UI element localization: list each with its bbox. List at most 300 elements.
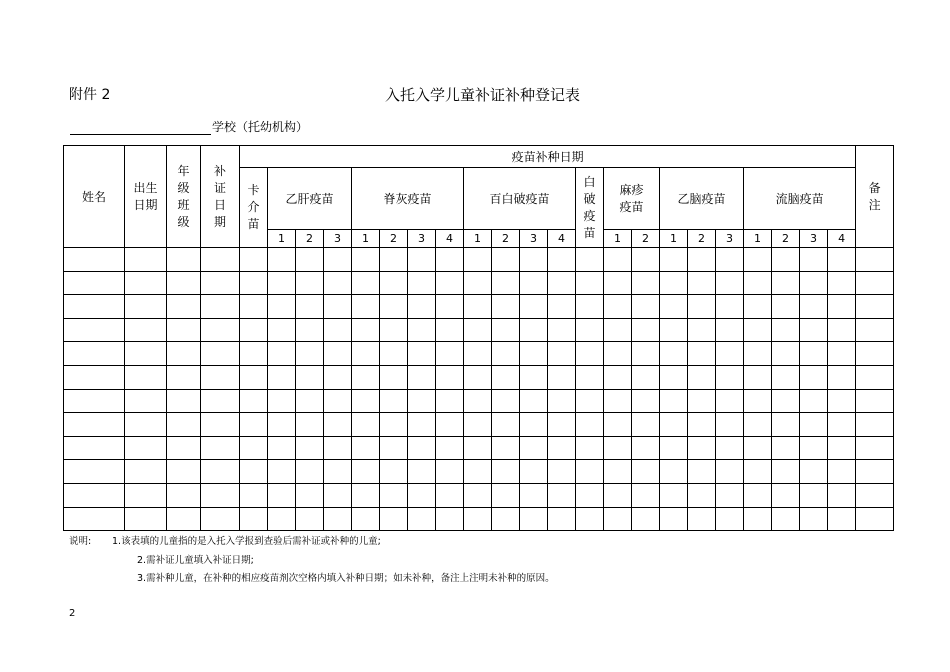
- entry-cell[interactable]: [548, 248, 576, 272]
- entry-cell[interactable]: [604, 342, 632, 366]
- entry-cell[interactable]: [408, 483, 436, 507]
- entry-cell[interactable]: [576, 436, 604, 460]
- entry-cell[interactable]: [772, 318, 800, 342]
- entry-cell[interactable]: [125, 436, 167, 460]
- entry-cell[interactable]: [520, 507, 548, 531]
- entry-cell[interactable]: [64, 342, 125, 366]
- entry-cell[interactable]: [436, 389, 464, 413]
- entry-cell[interactable]: [492, 413, 520, 437]
- entry-cell[interactable]: [125, 389, 167, 413]
- entry-cell[interactable]: [436, 460, 464, 484]
- entry-cell[interactable]: [167, 248, 201, 272]
- entry-cell[interactable]: [268, 507, 296, 531]
- entry-cell[interactable]: [604, 365, 632, 389]
- entry-cell[interactable]: [464, 436, 492, 460]
- entry-cell[interactable]: [744, 318, 772, 342]
- entry-cell[interactable]: [548, 365, 576, 389]
- entry-cell[interactable]: [744, 483, 772, 507]
- entry-cell[interactable]: [125, 318, 167, 342]
- entry-cell[interactable]: [716, 318, 744, 342]
- entry-cell[interactable]: [716, 483, 744, 507]
- entry-cell[interactable]: [125, 271, 167, 295]
- entry-cell[interactable]: [800, 507, 828, 531]
- entry-cell[interactable]: [324, 507, 352, 531]
- entry-cell[interactable]: [64, 365, 125, 389]
- entry-cell[interactable]: [201, 507, 240, 531]
- entry-cell[interactable]: [548, 318, 576, 342]
- entry-cell[interactable]: [464, 295, 492, 319]
- entry-cell[interactable]: [324, 248, 352, 272]
- entry-cell[interactable]: [660, 318, 688, 342]
- entry-cell[interactable]: [548, 389, 576, 413]
- entry-cell[interactable]: [828, 365, 856, 389]
- entry-cell[interactable]: [125, 413, 167, 437]
- entry-cell[interactable]: [492, 248, 520, 272]
- entry-cell[interactable]: [660, 483, 688, 507]
- entry-cell[interactable]: [856, 507, 894, 531]
- entry-cell[interactable]: [828, 460, 856, 484]
- entry-cell[interactable]: [268, 248, 296, 272]
- entry-cell[interactable]: [520, 436, 548, 460]
- entry-cell[interactable]: [744, 460, 772, 484]
- entry-cell[interactable]: [324, 271, 352, 295]
- entry-cell[interactable]: [464, 248, 492, 272]
- entry-cell[interactable]: [660, 436, 688, 460]
- entry-cell[interactable]: [744, 436, 772, 460]
- entry-cell[interactable]: [660, 507, 688, 531]
- entry-cell[interactable]: [492, 436, 520, 460]
- entry-cell[interactable]: [604, 271, 632, 295]
- entry-cell[interactable]: [201, 413, 240, 437]
- entry-cell[interactable]: [64, 460, 125, 484]
- entry-cell[interactable]: [492, 295, 520, 319]
- entry-cell[interactable]: [800, 342, 828, 366]
- entry-cell[interactable]: [520, 389, 548, 413]
- entry-cell[interactable]: [380, 248, 408, 272]
- entry-cell[interactable]: [436, 342, 464, 366]
- entry-cell[interactable]: [492, 483, 520, 507]
- entry-cell[interactable]: [240, 271, 268, 295]
- entry-cell[interactable]: [64, 413, 125, 437]
- entry-cell[interactable]: [772, 460, 800, 484]
- entry-cell[interactable]: [324, 342, 352, 366]
- entry-cell[interactable]: [125, 460, 167, 484]
- entry-cell[interactable]: [296, 483, 324, 507]
- entry-cell[interactable]: [856, 365, 894, 389]
- entry-cell[interactable]: [201, 483, 240, 507]
- entry-cell[interactable]: [716, 295, 744, 319]
- entry-cell[interactable]: [167, 318, 201, 342]
- entry-cell[interactable]: [64, 295, 125, 319]
- entry-cell[interactable]: [64, 248, 125, 272]
- entry-cell[interactable]: [268, 483, 296, 507]
- entry-cell[interactable]: [688, 436, 716, 460]
- entry-cell[interactable]: [201, 460, 240, 484]
- entry-cell[interactable]: [800, 436, 828, 460]
- entry-cell[interactable]: [828, 248, 856, 272]
- entry-cell[interactable]: [268, 365, 296, 389]
- entry-cell[interactable]: [632, 318, 660, 342]
- entry-cell[interactable]: [64, 483, 125, 507]
- entry-cell[interactable]: [520, 248, 548, 272]
- entry-cell[interactable]: [464, 389, 492, 413]
- entry-cell[interactable]: [408, 318, 436, 342]
- entry-cell[interactable]: [324, 318, 352, 342]
- entry-cell[interactable]: [632, 436, 660, 460]
- entry-cell[interactable]: [352, 271, 380, 295]
- entry-cell[interactable]: [240, 460, 268, 484]
- entry-cell[interactable]: [380, 507, 408, 531]
- entry-cell[interactable]: [268, 389, 296, 413]
- entry-cell[interactable]: [716, 507, 744, 531]
- entry-cell[interactable]: [604, 460, 632, 484]
- entry-cell[interactable]: [800, 248, 828, 272]
- entry-cell[interactable]: [464, 365, 492, 389]
- entry-cell[interactable]: [240, 342, 268, 366]
- entry-cell[interactable]: [660, 295, 688, 319]
- entry-cell[interactable]: [632, 295, 660, 319]
- entry-cell[interactable]: [436, 248, 464, 272]
- entry-cell[interactable]: [268, 342, 296, 366]
- entry-cell[interactable]: [828, 342, 856, 366]
- entry-cell[interactable]: [548, 436, 576, 460]
- entry-cell[interactable]: [632, 389, 660, 413]
- entry-cell[interactable]: [408, 271, 436, 295]
- entry-cell[interactable]: [408, 460, 436, 484]
- entry-cell[interactable]: [240, 436, 268, 460]
- entry-cell[interactable]: [548, 413, 576, 437]
- entry-cell[interactable]: [772, 271, 800, 295]
- entry-cell[interactable]: [436, 295, 464, 319]
- entry-cell[interactable]: [296, 248, 324, 272]
- entry-cell[interactable]: [352, 483, 380, 507]
- entry-cell[interactable]: [660, 365, 688, 389]
- entry-cell[interactable]: [772, 389, 800, 413]
- entry-cell[interactable]: [744, 271, 772, 295]
- entry-cell[interactable]: [352, 389, 380, 413]
- entry-cell[interactable]: [548, 342, 576, 366]
- entry-cell[interactable]: [268, 295, 296, 319]
- entry-cell[interactable]: [856, 460, 894, 484]
- entry-cell[interactable]: [268, 271, 296, 295]
- entry-cell[interactable]: [576, 271, 604, 295]
- entry-cell[interactable]: [520, 483, 548, 507]
- entry-cell[interactable]: [201, 436, 240, 460]
- entry-cell[interactable]: [464, 271, 492, 295]
- entry-cell[interactable]: [632, 365, 660, 389]
- entry-cell[interactable]: [800, 460, 828, 484]
- entry-cell[interactable]: [772, 413, 800, 437]
- entry-cell[interactable]: [688, 295, 716, 319]
- entry-cell[interactable]: [716, 342, 744, 366]
- entry-cell[interactable]: [604, 483, 632, 507]
- entry-cell[interactable]: [436, 507, 464, 531]
- entry-cell[interactable]: [492, 507, 520, 531]
- entry-cell[interactable]: [240, 389, 268, 413]
- entry-cell[interactable]: [772, 248, 800, 272]
- entry-cell[interactable]: [772, 295, 800, 319]
- entry-cell[interactable]: [296, 271, 324, 295]
- entry-cell[interactable]: [324, 295, 352, 319]
- entry-cell[interactable]: [125, 507, 167, 531]
- entry-cell[interactable]: [716, 365, 744, 389]
- entry-cell[interactable]: [64, 507, 125, 531]
- entry-cell[interactable]: [296, 436, 324, 460]
- entry-cell[interactable]: [240, 483, 268, 507]
- entry-cell[interactable]: [688, 413, 716, 437]
- entry-cell[interactable]: [492, 318, 520, 342]
- entry-cell[interactable]: [828, 271, 856, 295]
- entry-cell[interactable]: [744, 295, 772, 319]
- entry-cell[interactable]: [856, 318, 894, 342]
- entry-cell[interactable]: [167, 436, 201, 460]
- entry-cell[interactable]: [632, 342, 660, 366]
- entry-cell[interactable]: [167, 460, 201, 484]
- entry-cell[interactable]: [380, 483, 408, 507]
- entry-cell[interactable]: [352, 460, 380, 484]
- entry-cell[interactable]: [125, 248, 167, 272]
- entry-cell[interactable]: [604, 318, 632, 342]
- entry-cell[interactable]: [296, 413, 324, 437]
- entry-cell[interactable]: [268, 436, 296, 460]
- entry-cell[interactable]: [772, 436, 800, 460]
- entry-cell[interactable]: [167, 295, 201, 319]
- entry-cell[interactable]: [772, 365, 800, 389]
- entry-cell[interactable]: [464, 413, 492, 437]
- entry-cell[interactable]: [800, 483, 828, 507]
- entry-cell[interactable]: [716, 248, 744, 272]
- entry-cell[interactable]: [408, 248, 436, 272]
- entry-cell[interactable]: [240, 248, 268, 272]
- entry-cell[interactable]: [436, 483, 464, 507]
- entry-cell[interactable]: [604, 413, 632, 437]
- entry-cell[interactable]: [520, 365, 548, 389]
- entry-cell[interactable]: [201, 342, 240, 366]
- entry-cell[interactable]: [296, 365, 324, 389]
- entry-cell[interactable]: [167, 342, 201, 366]
- entry-cell[interactable]: [240, 413, 268, 437]
- entry-cell[interactable]: [380, 342, 408, 366]
- entry-cell[interactable]: [125, 365, 167, 389]
- entry-cell[interactable]: [520, 413, 548, 437]
- entry-cell[interactable]: [352, 507, 380, 531]
- entry-cell[interactable]: [436, 365, 464, 389]
- entry-cell[interactable]: [856, 248, 894, 272]
- entry-cell[interactable]: [688, 271, 716, 295]
- entry-cell[interactable]: [380, 365, 408, 389]
- entry-cell[interactable]: [125, 295, 167, 319]
- entry-cell[interactable]: [520, 460, 548, 484]
- entry-cell[interactable]: [576, 389, 604, 413]
- entry-cell[interactable]: [604, 389, 632, 413]
- entry-cell[interactable]: [352, 295, 380, 319]
- entry-cell[interactable]: [268, 413, 296, 437]
- entry-cell[interactable]: [240, 295, 268, 319]
- entry-cell[interactable]: [408, 507, 436, 531]
- entry-cell[interactable]: [660, 460, 688, 484]
- entry-cell[interactable]: [201, 295, 240, 319]
- entry-cell[interactable]: [856, 483, 894, 507]
- entry-cell[interactable]: [324, 483, 352, 507]
- entry-cell[interactable]: [856, 436, 894, 460]
- entry-cell[interactable]: [436, 413, 464, 437]
- entry-cell[interactable]: [576, 248, 604, 272]
- entry-cell[interactable]: [201, 318, 240, 342]
- entry-cell[interactable]: [324, 389, 352, 413]
- entry-cell[interactable]: [632, 248, 660, 272]
- entry-cell[interactable]: [408, 342, 436, 366]
- entry-cell[interactable]: [492, 271, 520, 295]
- entry-cell[interactable]: [464, 483, 492, 507]
- entry-cell[interactable]: [296, 507, 324, 531]
- entry-cell[interactable]: [800, 318, 828, 342]
- entry-cell[interactable]: [520, 318, 548, 342]
- entry-cell[interactable]: [828, 318, 856, 342]
- entry-cell[interactable]: [408, 365, 436, 389]
- entry-cell[interactable]: [296, 342, 324, 366]
- entry-cell[interactable]: [296, 295, 324, 319]
- entry-cell[interactable]: [688, 248, 716, 272]
- entry-cell[interactable]: [632, 507, 660, 531]
- entry-cell[interactable]: [688, 389, 716, 413]
- entry-cell[interactable]: [856, 389, 894, 413]
- entry-cell[interactable]: [324, 413, 352, 437]
- entry-cell[interactable]: [716, 436, 744, 460]
- entry-cell[interactable]: [688, 460, 716, 484]
- entry-cell[interactable]: [744, 413, 772, 437]
- entry-cell[interactable]: [604, 248, 632, 272]
- entry-cell[interactable]: [520, 295, 548, 319]
- entry-cell[interactable]: [772, 483, 800, 507]
- entry-cell[interactable]: [604, 507, 632, 531]
- entry-cell[interactable]: [520, 342, 548, 366]
- entry-cell[interactable]: [464, 460, 492, 484]
- entry-cell[interactable]: [828, 507, 856, 531]
- entry-cell[interactable]: [436, 318, 464, 342]
- entry-cell[interactable]: [125, 342, 167, 366]
- entry-cell[interactable]: [576, 295, 604, 319]
- entry-cell[interactable]: [352, 436, 380, 460]
- entry-cell[interactable]: [167, 365, 201, 389]
- entry-cell[interactable]: [744, 248, 772, 272]
- entry-cell[interactable]: [464, 342, 492, 366]
- entry-cell[interactable]: [436, 271, 464, 295]
- entry-cell[interactable]: [604, 295, 632, 319]
- entry-cell[interactable]: [604, 436, 632, 460]
- entry-cell[interactable]: [296, 318, 324, 342]
- entry-cell[interactable]: [744, 342, 772, 366]
- entry-cell[interactable]: [632, 271, 660, 295]
- entry-cell[interactable]: [800, 295, 828, 319]
- entry-cell[interactable]: [240, 507, 268, 531]
- entry-cell[interactable]: [380, 389, 408, 413]
- entry-cell[interactable]: [772, 507, 800, 531]
- entry-cell[interactable]: [576, 460, 604, 484]
- entry-cell[interactable]: [744, 389, 772, 413]
- entry-cell[interactable]: [492, 342, 520, 366]
- entry-cell[interactable]: [296, 460, 324, 484]
- entry-cell[interactable]: [64, 389, 125, 413]
- entry-cell[interactable]: [324, 436, 352, 460]
- entry-cell[interactable]: [201, 271, 240, 295]
- entry-cell[interactable]: [352, 365, 380, 389]
- entry-cell[interactable]: [352, 318, 380, 342]
- entry-cell[interactable]: [800, 365, 828, 389]
- entry-cell[interactable]: [380, 413, 408, 437]
- entry-cell[interactable]: [167, 483, 201, 507]
- entry-cell[interactable]: [744, 507, 772, 531]
- entry-cell[interactable]: [408, 295, 436, 319]
- entry-cell[interactable]: [744, 365, 772, 389]
- entry-cell[interactable]: [576, 413, 604, 437]
- entry-cell[interactable]: [828, 483, 856, 507]
- entry-cell[interactable]: [576, 365, 604, 389]
- entry-cell[interactable]: [240, 318, 268, 342]
- entry-cell[interactable]: [856, 413, 894, 437]
- entry-cell[interactable]: [380, 271, 408, 295]
- entry-cell[interactable]: [380, 295, 408, 319]
- entry-cell[interactable]: [548, 507, 576, 531]
- entry-cell[interactable]: [828, 389, 856, 413]
- entry-cell[interactable]: [548, 295, 576, 319]
- entry-cell[interactable]: [660, 413, 688, 437]
- entry-cell[interactable]: [268, 460, 296, 484]
- entry-cell[interactable]: [688, 318, 716, 342]
- entry-cell[interactable]: [828, 295, 856, 319]
- entry-cell[interactable]: [856, 295, 894, 319]
- entry-cell[interactable]: [576, 318, 604, 342]
- entry-cell[interactable]: [688, 483, 716, 507]
- entry-cell[interactable]: [660, 389, 688, 413]
- entry-cell[interactable]: [64, 436, 125, 460]
- entry-cell[interactable]: [800, 271, 828, 295]
- entry-cell[interactable]: [380, 436, 408, 460]
- entry-cell[interactable]: [492, 389, 520, 413]
- entry-cell[interactable]: [660, 248, 688, 272]
- entry-cell[interactable]: [856, 271, 894, 295]
- entry-cell[interactable]: [828, 436, 856, 460]
- entry-cell[interactable]: [688, 365, 716, 389]
- entry-cell[interactable]: [688, 507, 716, 531]
- entry-cell[interactable]: [660, 342, 688, 366]
- entry-cell[interactable]: [352, 413, 380, 437]
- entry-cell[interactable]: [632, 413, 660, 437]
- entry-cell[interactable]: [716, 460, 744, 484]
- entry-cell[interactable]: [408, 436, 436, 460]
- entry-cell[interactable]: [576, 483, 604, 507]
- entry-cell[interactable]: [436, 436, 464, 460]
- entry-cell[interactable]: [772, 342, 800, 366]
- entry-cell[interactable]: [64, 318, 125, 342]
- entry-cell[interactable]: [688, 342, 716, 366]
- entry-cell[interactable]: [716, 389, 744, 413]
- entry-cell[interactable]: [201, 365, 240, 389]
- entry-cell[interactable]: [167, 413, 201, 437]
- entry-cell[interactable]: [800, 413, 828, 437]
- entry-cell[interactable]: [240, 365, 268, 389]
- entry-cell[interactable]: [324, 365, 352, 389]
- entry-cell[interactable]: [125, 483, 167, 507]
- entry-cell[interactable]: [64, 271, 125, 295]
- entry-cell[interactable]: [296, 389, 324, 413]
- entry-cell[interactable]: [167, 507, 201, 531]
- entry-cell[interactable]: [408, 413, 436, 437]
- entry-cell[interactable]: [201, 248, 240, 272]
- entry-cell[interactable]: [828, 413, 856, 437]
- entry-cell[interactable]: [716, 413, 744, 437]
- entry-cell[interactable]: [380, 318, 408, 342]
- entry-cell[interactable]: [167, 271, 201, 295]
